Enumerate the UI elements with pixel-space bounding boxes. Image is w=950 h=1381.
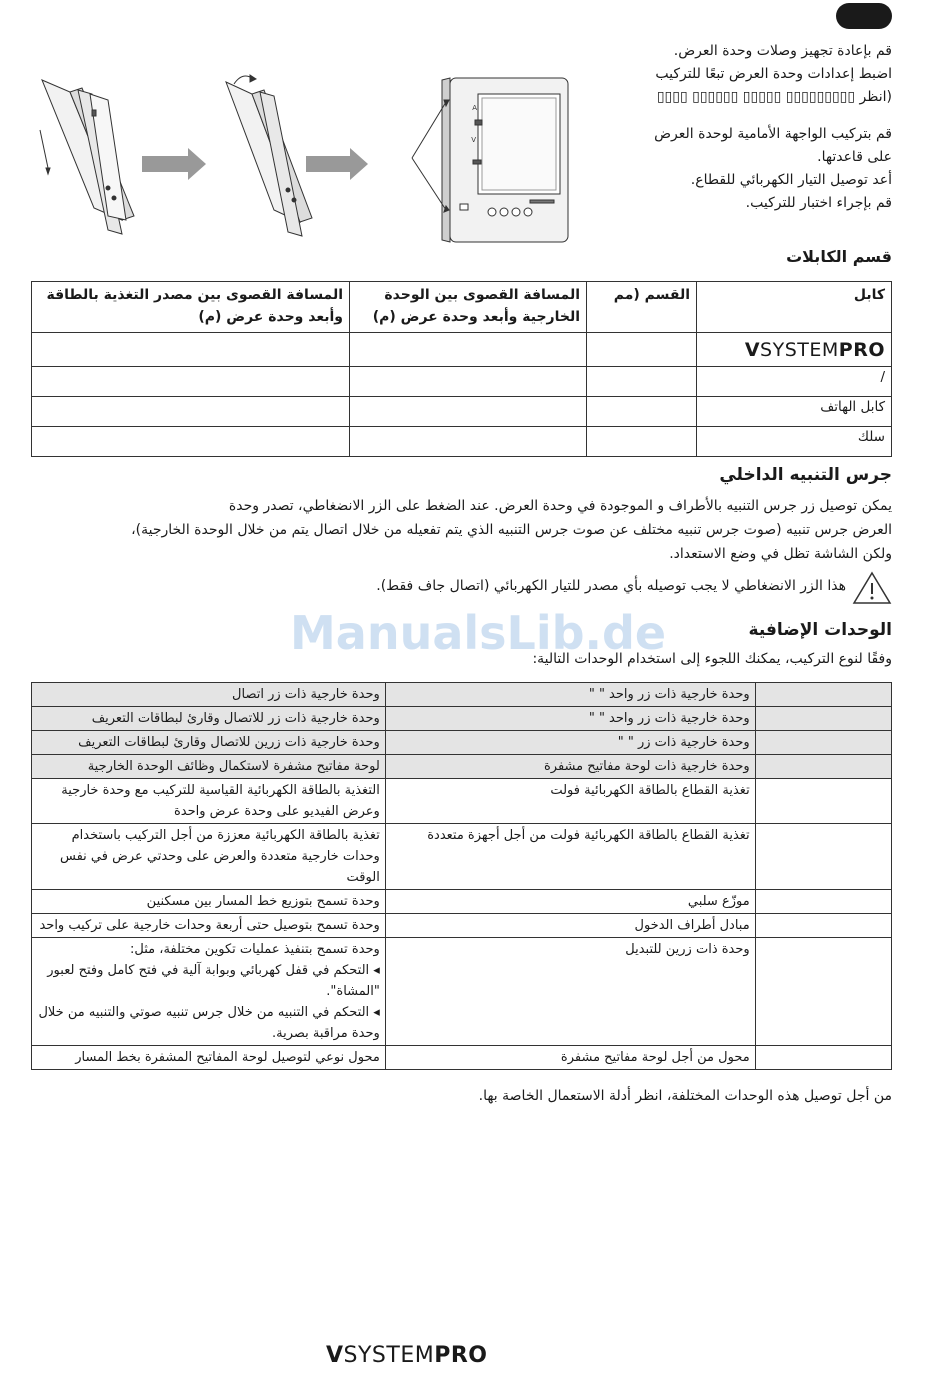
table-row: [32, 914, 892, 938]
step-line: أعد توصيل التيار الكهربائي للقطاع.: [690, 172, 892, 188]
step-line: على قاعدتها.: [817, 149, 892, 165]
page-number-tab: [836, 3, 892, 29]
unit-description-cell: وحدة تسمح بتوزيع خط المسار بين مسكنين: [32, 890, 386, 914]
display-unit-illustration: [412, 78, 568, 242]
install-steps: [592, 40, 892, 215]
cable-section-title: قسم الكابلات: [786, 247, 892, 266]
extra-units-title: الوحدات الإضافية: [748, 620, 892, 640]
unit-name-cell: وحدة خارجية ذات زر واحد " ": [385, 683, 755, 707]
step-line: قم بإعادة تجهيز وصلات وحدة العرض.: [673, 43, 892, 59]
unit-name-cell: مبادل أطراف الدخول: [385, 914, 755, 938]
header-cable: كابل: [697, 282, 892, 333]
unit-description-cell: لوحة مفاتيح مشفرة لاستكمال وظائف الوحدة الخارجية: [32, 755, 386, 779]
unit-description-cell: وحدة تسمح بتوصيل حتى أربعة وحدات خارجية على تركيب واحد: [32, 914, 386, 938]
vsystempro-logo: VSYSTEMPRO: [744, 338, 885, 361]
unit-description-cell: وحدة خارجية ذات زر اتصال: [32, 683, 386, 707]
code-cell: [755, 683, 891, 707]
cable-table: [31, 281, 892, 457]
unit-description-cell: وحدة خارجية ذات زر للاتصال وقارئ لبطاقات التعريف: [32, 707, 386, 731]
unit-name-cell: تغذية القطاع بالطاقة الكهربائية فولت من أجل أجهزة متعددة: [385, 824, 755, 890]
unit-description-cell: تغذية بالطاقة الكهربائية معززة من أجل التركيب باستخدام وحدات خارجية متعددة والعرض على وحدتي عرض في نفس الوقت: [32, 824, 386, 890]
code-cell: [755, 914, 891, 938]
paragraph-line: العرض جرس تنبيه (صوت جرس تنبيه مختلف عن صوت جرس التنبيه الذي يتم تفعيله من خلال اتصال يتم من خلال الوحدة الخارجية)،: [131, 522, 892, 538]
svg-text:A: A: [472, 104, 477, 112]
step-line: اضبط إعدادات وحدة العرض تبعًا للتركيب: [655, 66, 892, 82]
code-cell: [755, 731, 891, 755]
extra-units-intro: وفقًا لنوع التركيب، يمكنك اللجوء إلى استخدام الوحدات التالية:: [532, 651, 892, 667]
code-cell: [755, 779, 891, 824]
chime-paragraph: [30, 494, 892, 566]
table-row: [32, 707, 892, 731]
unit-name-cell: موزّع سلبي: [385, 890, 755, 914]
paragraph-line: يمكن توصيل زر جرس التنبيه بالأطراف و الموجودة في وحدة العرض. عند الضغط على الزر الانضغاطي، تصدر وحدة: [228, 498, 892, 514]
warning-notice: [30, 570, 892, 606]
table-row: [32, 427, 892, 457]
step-line: قم بإجراء اختبار للتركيب.: [745, 195, 892, 211]
table-row: [32, 755, 892, 779]
panel-2-illustration: [226, 75, 312, 236]
table-row: [32, 779, 892, 824]
table-row: [32, 397, 892, 427]
extra-units-table: [31, 682, 892, 1070]
panel-1-illustration: [40, 80, 134, 234]
chime-section-title: جرس التنبيه الداخلي: [719, 465, 892, 485]
table-row: [32, 1046, 892, 1070]
unit-description-cell: محول نوعي لتوصيل لوحة المفاتيح المشفرة بخط المسار: [32, 1046, 386, 1070]
table-row: [32, 367, 892, 397]
unit-name-cell: محول من أجل لوحة مفاتيح مشفرة: [385, 1046, 755, 1070]
header-section: القسم (مم: [587, 282, 697, 333]
unit-name-cell: وحدة خارجية ذات زر واحد " ": [385, 707, 755, 731]
table-row: [32, 683, 892, 707]
arrow-icon: [142, 148, 206, 180]
table-row: [32, 333, 892, 367]
warning-text: هذا الزر الانضغاطي لا يجب توصيله بأي مصدر للتيار الكهربائي (اتصال جاف فقط).: [376, 578, 846, 594]
table-row: [32, 890, 892, 914]
unit-description-cell: وحدة خارجية ذات زرين للاتصال وقارئ لبطاقات التعريف: [32, 731, 386, 755]
code-cell: [755, 938, 891, 1046]
unit-name-cell: وحدة خارجية ذات لوحة مفاتيح مشفرة: [385, 755, 755, 779]
mounting-illustration: [30, 70, 477, 250]
cable-name-cell: /: [697, 367, 892, 397]
header-max-distance-power: المسافة القصوى بين مصدر التغذية بالطاقة وأبعد وحدة عرض (م): [32, 282, 350, 333]
header-max-distance-outdoor: المسافة القصوى بين الوحدة الخارجية وأبعد وحدة عرض (م): [350, 282, 587, 333]
cable-name-cell: كابل الهاتف: [697, 397, 892, 427]
code-cell: [755, 890, 891, 914]
warning-triangle-icon: [852, 570, 892, 606]
svg-text:V: V: [471, 136, 476, 144]
code-cell: [755, 707, 891, 731]
paragraph-line: ولكن الشاشة تظل في وضع الاستعداد.: [669, 546, 892, 562]
step-line: قم بتركيب الواجهة الأمامية لوحدة العرض: [654, 126, 892, 142]
unit-name-cell: تغذية القطاع بالطاقة الكهربائية فولت: [385, 779, 755, 824]
unit-description-cell: التغذية بالطاقة الكهربائية القياسية للتركيب مع وحدة خارجية وعرض الفيديو على وحدة عرض واحدة: [32, 779, 386, 824]
table-row: [32, 938, 892, 1046]
table-header-row: [32, 282, 892, 333]
table-row: [32, 824, 892, 890]
unit-name-cell: وحدة ذات زرين للتبديل: [385, 938, 755, 1046]
cable-name-cell: سلك: [697, 427, 892, 457]
step-line: (انظر ▯▯▯▯▯▯▯▯▯ ▯▯▯▯▯ ▯▯▯▯▯▯ ▯▯▯▯: [656, 89, 892, 105]
arrow-icon: [306, 148, 368, 180]
footer-note: من أجل توصيل هذه الوحدات المختلفة، انظر أدلة الاستعمال الخاصة بها.: [478, 1088, 892, 1104]
unit-description-cell: وحدة تسمح بتنفيذ عمليات تكوين مختلفة، مثل: ◂ التحكم في قفل كهربائي وبوابة آلية في فتح كامل وفتح لعبور "المشاة". ◂ التحكم في التنبيه من خلال جرس تنبيه صوتي والتنبيه من خلال وحدة مراقبة بصرية.: [32, 938, 386, 1046]
code-cell: [755, 1046, 891, 1070]
cable-brand-cell: [697, 333, 892, 367]
unit-name-cell: وحدة خارجية ذات زر " ": [385, 731, 755, 755]
table-row: [32, 731, 892, 755]
footer-brand-logo: VSYSTEMPRO: [326, 1343, 488, 1368]
code-cell: [755, 755, 891, 779]
watermark-text: ManualsLib.de: [290, 606, 667, 660]
code-cell: [755, 824, 891, 890]
